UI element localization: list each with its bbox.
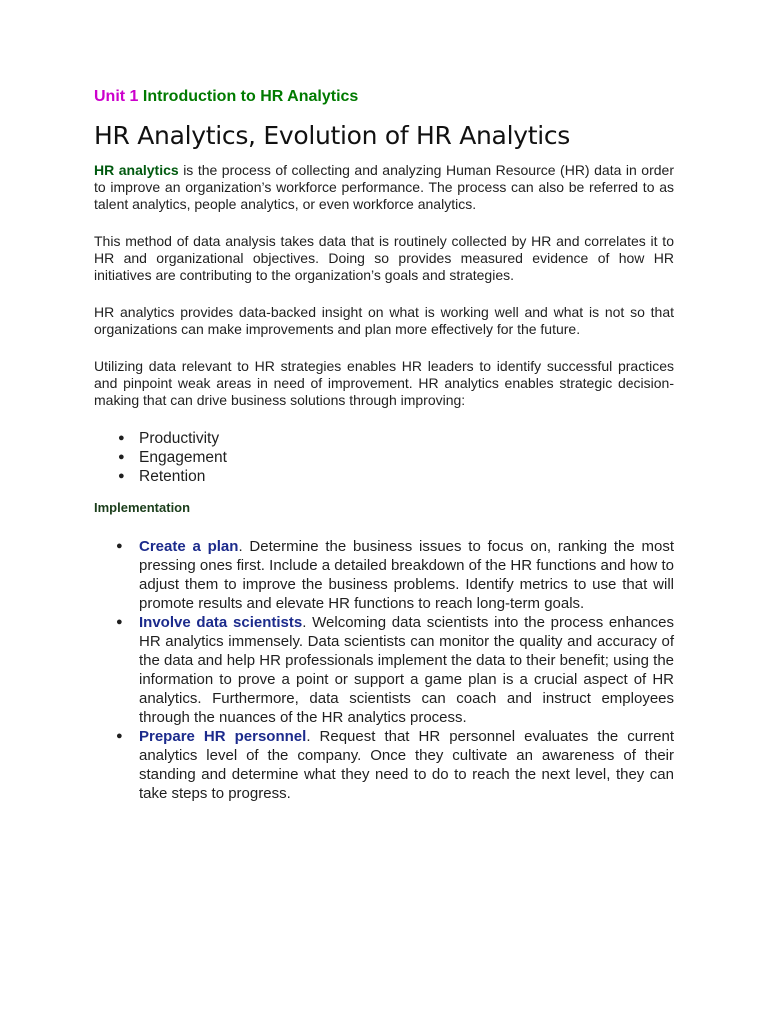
implementation-list (94, 537, 674, 803)
implementation-item-title: Involve data scientists (139, 614, 303, 631)
implementation-item (116, 613, 674, 727)
list-item (118, 429, 674, 448)
implementation-item-title: Create a plan (139, 538, 239, 555)
list-item (118, 467, 674, 486)
implementation-item (116, 727, 674, 803)
unit-heading (94, 87, 674, 107)
intro-text: is the process of collecting and analyzing Human Resource (HR) data in order to improve an organization’s workforce performance. The process can also be referred to as talent analytics, people analytics, or even workforce analytics. (94, 162, 674, 212)
list-item-text: Productivity (139, 430, 220, 447)
list-item (118, 448, 674, 467)
implementation-item (116, 537, 674, 613)
paragraph-insight: HR analytics provides data-backed insight on what is working well and what is not so that organizations can make improvements and plan more effectively for the future. (94, 304, 674, 337)
implementation-item-text: . Determine the business issues to focus on, ranking the most pressing ones first. Include a detailed breakdown of the HR functions and how to adjust them to improve the business problems. Identify metrics to use that will promote results and elevate HR functions to reach long-term goals. (139, 538, 674, 612)
list-item-text: Engagement (139, 449, 227, 466)
bullet-icon: ● (118, 451, 125, 463)
bullet-icon: ● (116, 730, 123, 742)
bullet-icon: ● (118, 432, 125, 444)
bullet-icon: ● (118, 470, 125, 482)
improvement-list (94, 429, 674, 486)
implementation-item-text: . Request that HR personnel evaluates the current analytics level of the company. Once they cultivate an awareness of their standing and determine what they need to do to reach the next level, they can take steps to progress. (139, 728, 674, 802)
unit-number: Unit 1 (94, 88, 139, 105)
bullet-icon: ● (116, 540, 123, 552)
intro-paragraph (94, 162, 674, 213)
page-title: HR Analytics, Evolution of HR Analytics (94, 121, 571, 150)
implementation-heading: Implementation (94, 500, 191, 515)
intro-keyword: HR analytics (94, 162, 179, 178)
unit-title: Introduction to HR Analytics (142, 88, 359, 105)
bullet-icon: ● (116, 616, 123, 628)
paragraph-method: This method of data analysis takes data that is routinely collected by HR and correlates it to HR and organizational objectives. Doing so provides measured evidence of how HR initiatives are contributing to the organization’s goals and strategies. (94, 233, 674, 283)
implementation-item-text: . Welcoming data scientists into the process enhances HR analytics immensely. Data scientists can monitor the quality and accuracy of the data and help HR professionals implement the data to their benefit; using the information to prove a point or support a game plan is a crucial aspect of HR analytics. Furthermore, data scientists can coach and instruct employees through the nuances of the HR analytics process. (139, 614, 674, 726)
paragraph-utilizing: Utilizing data relevant to HR strategies enables HR leaders to identify successful practices and pinpoint weak areas in need of improvement. HR analytics enables strategic decision-making that can drive business solutions through improving: (94, 358, 674, 408)
list-item-text: Retention (139, 468, 206, 485)
implementation-item-title: Prepare HR personnel (139, 728, 307, 745)
